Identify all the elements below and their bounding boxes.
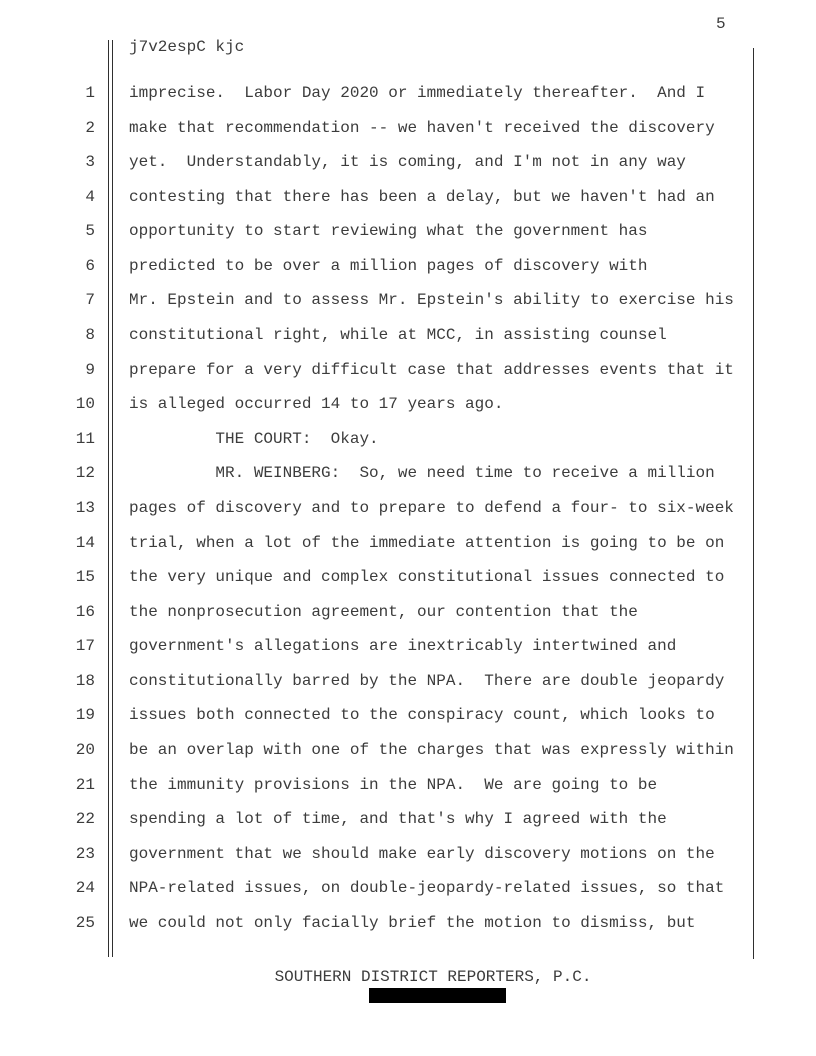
transcript-line (0, 526, 816, 561)
transcript-lines (0, 76, 816, 940)
transcript-line (0, 214, 816, 249)
transcript-line (0, 698, 816, 733)
line-number: 5 (85, 222, 95, 241)
line-text: the very unique and complex constitutional issues connected to (129, 568, 725, 587)
line-number: 23 (75, 844, 95, 863)
transcript-line (0, 180, 816, 215)
transcript-line (0, 353, 816, 388)
line-number: 24 (75, 879, 95, 898)
transcript-line (0, 456, 816, 491)
redaction-bar (369, 988, 506, 1003)
transcript-line (0, 76, 816, 111)
line-text: pages of discovery and to prepare to defend a four- to six-week (129, 498, 734, 517)
line-number: 15 (75, 568, 95, 587)
line-text: trial, when a lot of the immediate attention is going to be on (129, 533, 725, 552)
line-number: 7 (85, 291, 95, 310)
transcript-line (0, 491, 816, 526)
line-number: 14 (75, 533, 95, 552)
transcript-line (0, 560, 816, 595)
line-text: predicted to be over a million pages of discovery with (129, 256, 648, 275)
transcript-line (0, 768, 816, 803)
line-text: the nonprosecution agreement, our contention that the (129, 602, 638, 621)
line-number: 17 (75, 637, 95, 656)
line-number: 16 (75, 602, 95, 621)
transcript-line (0, 387, 816, 422)
transcript-line (0, 871, 816, 906)
transcript-line (0, 422, 816, 457)
line-text: contesting that there has been a delay, but we haven't had an (129, 187, 715, 206)
transcript-line (0, 664, 816, 699)
line-text: government that we should make early discovery motions on the (129, 844, 715, 863)
line-number: 2 (85, 118, 95, 137)
line-number: 13 (75, 498, 95, 517)
line-number: 22 (75, 810, 95, 829)
line-number: 10 (75, 395, 95, 414)
line-text: government's allegations are inextricably intertwined and (129, 637, 677, 656)
transcript-line (0, 629, 816, 664)
line-number: 25 (75, 913, 95, 932)
line-text: the immunity provisions in the NPA. We are going to be (129, 775, 658, 794)
transcript-line (0, 111, 816, 146)
line-text: yet. Understandably, it is coming, and I'm not in any way (129, 153, 686, 172)
line-number: 3 (85, 153, 95, 172)
page-number: 5 (716, 15, 726, 33)
transcript-line (0, 595, 816, 630)
line-number: 20 (75, 740, 95, 759)
transcript-line (0, 283, 816, 318)
line-text: be an overlap with one of the charges that was expressly within (129, 740, 734, 759)
transcript-line (0, 733, 816, 768)
line-number: 18 (75, 671, 95, 690)
reporter-footer: SOUTHERN DISTRICT REPORTERS, P.C. (274, 968, 592, 986)
line-text: opportunity to start reviewing what the government has (129, 222, 648, 241)
line-text: prepare for a very difficult case that addresses events that it (129, 360, 734, 379)
line-text: constitutional right, while at MCC, in assisting counsel (129, 326, 667, 345)
line-number: 6 (85, 256, 95, 275)
line-text: spending a lot of time, and that's why I agreed with the (129, 810, 667, 829)
line-text: MR. WEINBERG: So, we need time to receive a million (129, 464, 715, 483)
transcript-line (0, 249, 816, 284)
line-text: NPA-related issues, on double-jeopardy-related issues, so that (129, 879, 725, 898)
line-text: make that recommendation -- we haven't received the discovery (129, 118, 715, 137)
transcript-header-id: j7v2espC kjc (129, 38, 245, 56)
line-number: 19 (75, 706, 95, 725)
line-number: 8 (85, 326, 95, 345)
line-text: THE COURT: Okay. (129, 429, 379, 448)
line-number: 21 (75, 775, 95, 794)
line-number: 4 (85, 187, 95, 206)
line-text: constitutionally barred by the NPA. There are double jeopardy (129, 671, 725, 690)
transcript-line (0, 837, 816, 872)
line-number: 9 (85, 360, 95, 379)
transcript-line (0, 906, 816, 941)
line-text: imprecise. Labor Day 2020 or immediately thereafter. And I (129, 84, 706, 102)
transcript-line (0, 318, 816, 353)
transcript-line (0, 145, 816, 180)
line-text: we could not only facially brief the motion to dismiss, but (129, 913, 696, 932)
line-text: Mr. Epstein and to assess Mr. Epstein's ability to exercise his (129, 291, 734, 310)
line-number: 12 (75, 464, 95, 483)
line-text: is alleged occurred 14 to 17 years ago. (129, 395, 504, 414)
line-number: 11 (75, 429, 95, 448)
transcript-line (0, 802, 816, 837)
line-text: issues both connected to the conspiracy count, which looks to (129, 706, 715, 725)
line-number: 1 (85, 84, 95, 102)
